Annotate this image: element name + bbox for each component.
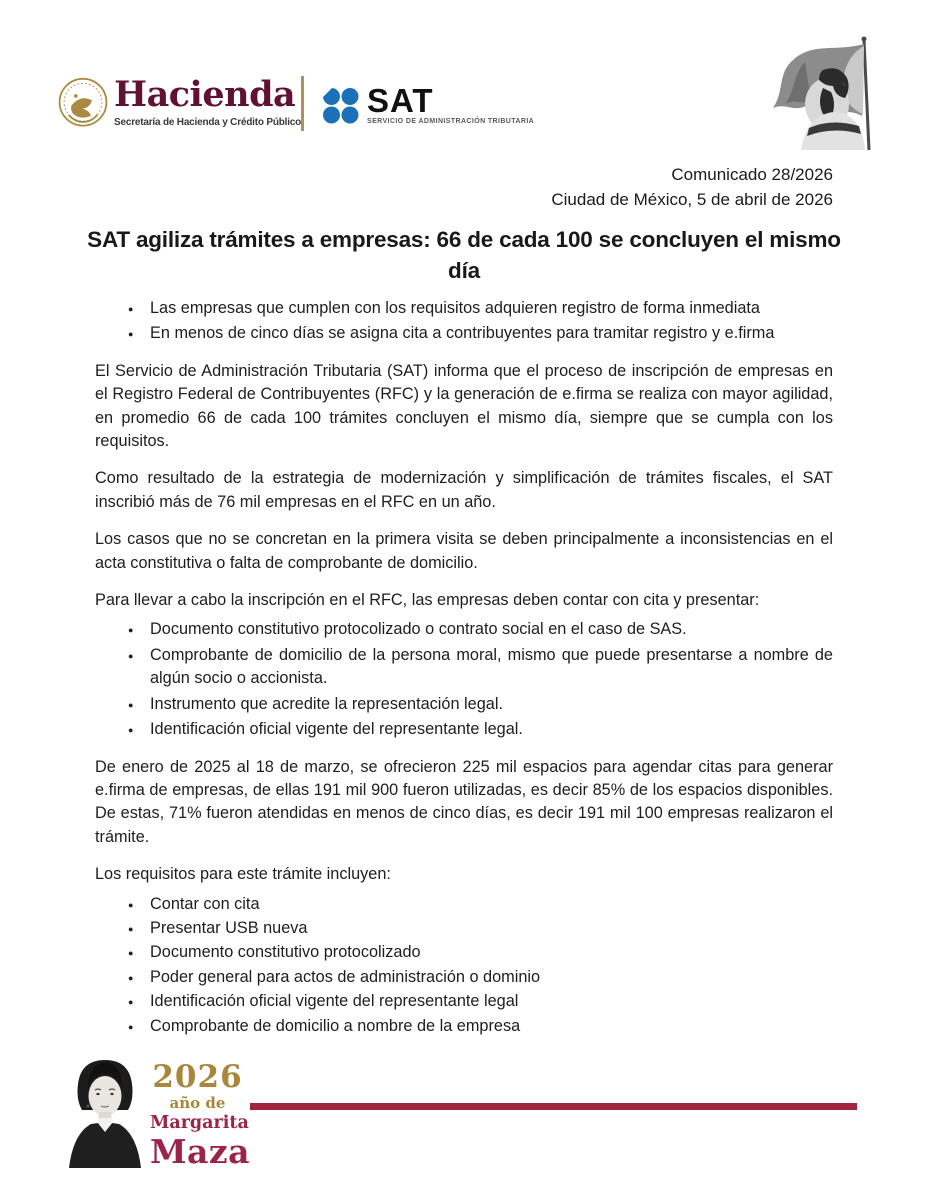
- woman-with-mexican-flag-icon: [765, 32, 907, 154]
- comunicado-number: Comunicado 28/2026: [671, 165, 833, 184]
- sat-wordmark: SAT: [367, 82, 434, 119]
- hacienda-logo: [114, 76, 314, 128]
- paragraph: Los requisitos para este trámite incluyen:: [95, 865, 391, 884]
- brand-year-label: año de: [169, 1094, 226, 1112]
- mexico-coat-of-arms-icon: [56, 72, 110, 136]
- dateline: Ciudad de México, 5 de abril de 2026: [551, 190, 833, 209]
- margarita-maza-portrait-icon: [55, 1050, 155, 1168]
- brand-year: 2026: [152, 1059, 243, 1095]
- list-item: ● Presentar USB nueva: [95, 917, 833, 940]
- brand-person-first: Margarita: [150, 1113, 249, 1133]
- paragraph: El Servicio de Administración Tributaria (SAT) informa que el proceso de inscripción de empresas en el Registro Federal de Contribuyentes (RFC) y la generación de e.firma se realiza con mayor agilidad, en promedio 66 de cada 100 trámites concluyen el mismo día, siempre que se cumpla con los requisitos.: [95, 361, 833, 451]
- list-item: ● Identificación oficial vigente del representante legal: [95, 990, 833, 1013]
- page-title: SAT agiliza trámites a empresas: 66 de cada 100 se concluyen el mismo día: [87, 227, 841, 283]
- sat-subtitle: SERVICIO DE ADMINISTRACIÓN TRIBUTARIA: [367, 118, 535, 125]
- hacienda-subtitle: Secretaría de Hacienda y Crédito Público: [114, 117, 302, 128]
- list-item: ● Las empresas que cumplen con los requisitos adquieren registro de forma inmediata: [95, 297, 833, 320]
- sat-logo: [322, 84, 534, 125]
- brand-person-last: Maza: [150, 1131, 251, 1171]
- list-item: ● Instrumento que acredite la representación legal.: [95, 693, 833, 716]
- efirma-requirements-list: [95, 893, 833, 1038]
- meta-block: [551, 162, 833, 212]
- hacienda-wordmark: Hacienda: [114, 74, 296, 115]
- list-item: ● Identificación oficial vigente del representante legal.: [95, 718, 833, 741]
- list-item: ● En menos de cinco días se asigna cita a contribuyentes para tramitar registro y e.firma: [95, 322, 833, 345]
- list-item: ● Poder general para actos de administración o dominio: [95, 966, 833, 989]
- list-item: ● Comprobante de domicilio de la persona moral, mismo que puede presentarse a nombre de algún socio o accionista.: [95, 644, 833, 691]
- footer-rule: [250, 1103, 857, 1110]
- list-item: ● Documento constitutivo protocolizado: [95, 941, 833, 964]
- header-divider: [301, 76, 304, 131]
- document-body: [95, 297, 833, 1052]
- list-item: ● Comprobante de domicilio a nombre de la empresa: [95, 1015, 833, 1038]
- highlight-list: [95, 297, 833, 346]
- paragraph: De enero de 2025 al 18 de marzo, se ofrecieron 225 mil espacios para agendar citas para generar e.firma de empresas, de ellas 191 mil 900 fueron utilizadas, es decir 85% de los espacios disponibles. De estas, 71% fueron atendidas en menos de cinco días, es decir 191 mil 100 empresas realizaron el trámite.: [95, 757, 833, 846]
- paragraph: Como resultado de la estrategia de modernización y simplificación de trámites fiscales, el SAT inscribió más de 76 mil empresas en el RFC en un año.: [95, 469, 833, 511]
- rfc-requirements-list: [95, 618, 833, 741]
- list-item: ● Documento constitutivo protocolizado o contrato social en el caso de SAS.: [95, 618, 833, 641]
- sat-four-circles-icon: [322, 87, 360, 125]
- list-item: ● Contar con cita: [95, 893, 833, 916]
- paragraph: Los casos que no se concretan en la primera visita se deben principalmente a inconsistencias en el acta constitutiva o falta de comprobante de domicilio.: [95, 530, 833, 572]
- year-brand: [150, 1059, 251, 1171]
- paragraph: Para llevar a cabo la inscripción en el RFC, las empresas deben contar con cita y presentar:: [95, 591, 760, 610]
